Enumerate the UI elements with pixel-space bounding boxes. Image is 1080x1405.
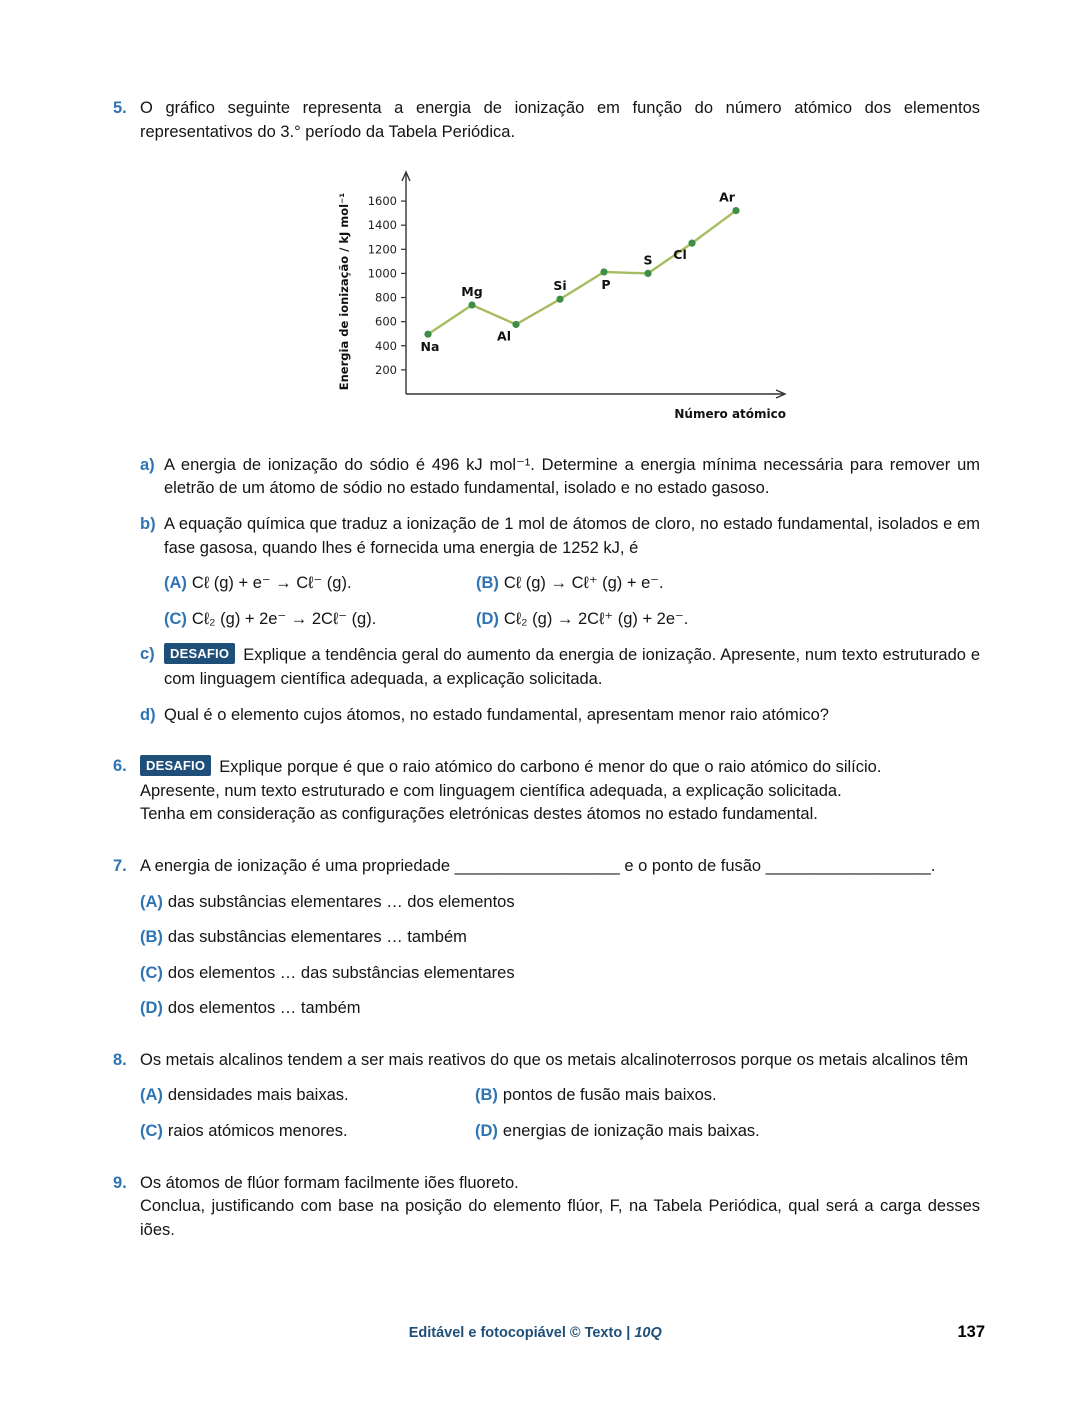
svg-text:800: 800 (375, 290, 397, 305)
option-d (140, 997, 980, 1021)
option-text: Cℓ (g) + e⁻ → Cℓ⁻ (g). (191, 574, 352, 593)
option-key: (A) (140, 1086, 163, 1105)
desafio-badge: DESAFIO (140, 755, 211, 776)
option-key: (C) (140, 963, 163, 982)
question-8-options (140, 1084, 980, 1143)
footer-credit (113, 1323, 957, 1344)
option-text: dos elementos … das substâncias elementares (167, 963, 515, 982)
option-text: dos elementos … também (167, 999, 361, 1018)
option-a (140, 1084, 475, 1108)
option-key: (B) (476, 574, 499, 593)
option-text: Cℓ₂ (g) + 2e⁻ → 2Cℓ⁻ (g). (191, 609, 377, 628)
question-5 (113, 97, 980, 727)
question-5-stem-row (113, 97, 980, 144)
question-stem: A energia de ionização é uma propriedade __________________ e o ponto de fusão __________________. (140, 856, 936, 875)
question-5b-options (164, 572, 980, 631)
question-body (140, 755, 980, 827)
option-text: Cℓ (g) → Cℓ⁺ (g) + e⁻. (503, 574, 664, 593)
question-5c (140, 643, 980, 691)
footer-text: Editável e fotocopiável © Texto | (408, 1325, 635, 1342)
svg-text:Ar: Ar (719, 189, 735, 205)
question-number: 8. (113, 1050, 127, 1069)
question-8-stem-row (113, 1049, 980, 1073)
option-key: (C) (164, 609, 187, 628)
question-paragraph: Tenha em consideração as configurações eletrónicas destes átomos no estado fundamental. (140, 805, 818, 824)
option-text: densidades mais baixas. (167, 1086, 349, 1105)
option-key: (A) (140, 892, 163, 911)
question-number: 5. (113, 99, 127, 117)
option-d (475, 1120, 980, 1144)
option-d (476, 608, 980, 632)
footer-book-code: 10Q (634, 1325, 662, 1342)
option-text: das substâncias elementares … dos elementos (167, 892, 515, 911)
ionization-energy-chart (328, 156, 980, 436)
question-5b (140, 513, 980, 560)
svg-text:Al: Al (497, 328, 511, 344)
option-key: (D) (140, 999, 163, 1018)
question-stem: O gráfico seguinte representa a energia de ionização em função do número atómico dos elementos representativos do 3.° período da Tabela Periódica. (140, 99, 980, 141)
option-a (140, 891, 980, 915)
svg-text:Cl: Cl (673, 247, 687, 263)
subquestion-text: Qual é o elemento cujos átomos, no estado fundamental, apresentam menor raio atómico? (164, 705, 829, 724)
question-6-stem-row (113, 755, 980, 827)
question-number: 6. (113, 757, 127, 776)
option-c (140, 1120, 475, 1144)
option-b (140, 926, 980, 950)
subquestion-label: d) (140, 705, 156, 724)
question-7-options (140, 891, 980, 1021)
option-b (475, 1084, 980, 1108)
option-b (476, 572, 980, 596)
question-5d (140, 704, 980, 728)
subquestion-label: b) (140, 514, 156, 533)
subquestion-body: Explique a tendência geral do aumento da energia de ionização. Apresente, num texto estruturado e com linguagem científica adequada, a explicação solicitada. (164, 646, 980, 688)
option-key: (D) (476, 609, 499, 628)
option-text: pontos de fusão mais baixos. (502, 1086, 717, 1105)
page-number: 137 (957, 1323, 985, 1342)
question-number: 9. (113, 1173, 127, 1192)
svg-text:Mg: Mg (461, 284, 483, 300)
question-paragraph: Conclua, justificando com base na posição do elemento flúor, F, na Tabela Periódica, qual será a carga desses iões. (140, 1197, 980, 1239)
chart-canvas (328, 156, 980, 436)
question-9-stem-row (113, 1172, 980, 1243)
question-number: 7. (113, 856, 127, 875)
question-stem-text: Explique porque é que o raio atómico do carbono é menor do que o raio atómico do silício. (219, 758, 882, 777)
option-key: (A) (164, 574, 187, 593)
question-7 (113, 855, 980, 1021)
option-key: (B) (475, 1086, 498, 1105)
page-footer (113, 1321, 985, 1345)
svg-text:1200: 1200 (367, 242, 397, 257)
option-text: Cℓ₂ (g) → 2Cℓ⁺ (g) + 2e⁻. (503, 609, 689, 628)
svg-text:1600: 1600 (367, 194, 397, 209)
option-c (164, 608, 476, 632)
option-key: (C) (140, 1122, 163, 1141)
question-paragraph: Apresente, num texto estruturado e com linguagem científica adequada, a explicação solicitada. (140, 781, 842, 800)
svg-text:Número atómico: Número atómico (674, 407, 786, 422)
question-9 (113, 1172, 980, 1243)
question-stem: Os átomos de flúor formam facilmente iões fluoreto. (140, 1173, 519, 1192)
svg-text:Na: Na (420, 339, 440, 355)
option-text: raios atómicos menores. (167, 1122, 348, 1141)
option-c (140, 962, 980, 986)
option-key: (D) (475, 1122, 498, 1141)
question-stem: Os metais alcalinos tendem a ser mais reativos do que os metais alcalinoterrosos porque os metais alcalinos têm (140, 1050, 969, 1069)
subquestion-text (164, 643, 980, 691)
option-text: energias de ionização mais baixas. (502, 1122, 760, 1141)
question-stem (140, 755, 980, 780)
desafio-badge: DESAFIO (164, 643, 235, 664)
subquestion-label: c) (140, 645, 155, 664)
subquestion-text: A energia de ionização do sódio é 496 kJ mol⁻¹. Determine a energia mínima necessária para remover um eletrão de um átomo de sódio no estado fundamental, isolado e no estado gasoso. (164, 455, 980, 498)
svg-text:200: 200 (375, 363, 397, 378)
svg-text:Energia de ionização / kJ mol⁻: Energia de ionização / kJ mol⁻¹ (337, 192, 351, 391)
svg-text:600: 600 (375, 314, 397, 329)
subquestion-label: a) (140, 455, 155, 474)
option-a (164, 572, 476, 596)
question-body (140, 1172, 980, 1243)
option-key: (B) (140, 928, 163, 947)
svg-text:S: S (643, 252, 653, 268)
svg-text:Si: Si (553, 278, 567, 294)
question-5a (140, 454, 980, 501)
question-6 (113, 755, 980, 827)
svg-text:400: 400 (375, 338, 397, 353)
svg-text:1000: 1000 (367, 266, 397, 281)
svg-text:1400: 1400 (367, 218, 397, 233)
subquestion-text: A equação química que traduz a ionização de 1 mol de átomos de cloro, no estado fundamental, isolados e em fase gasosa, quando lhes é fornecida uma energia de 1252 kJ, é (164, 514, 980, 557)
option-text: das substâncias elementares … também (167, 928, 467, 947)
question-7-stem-row (113, 855, 980, 879)
svg-text:P: P (601, 277, 611, 293)
question-8 (113, 1049, 980, 1144)
